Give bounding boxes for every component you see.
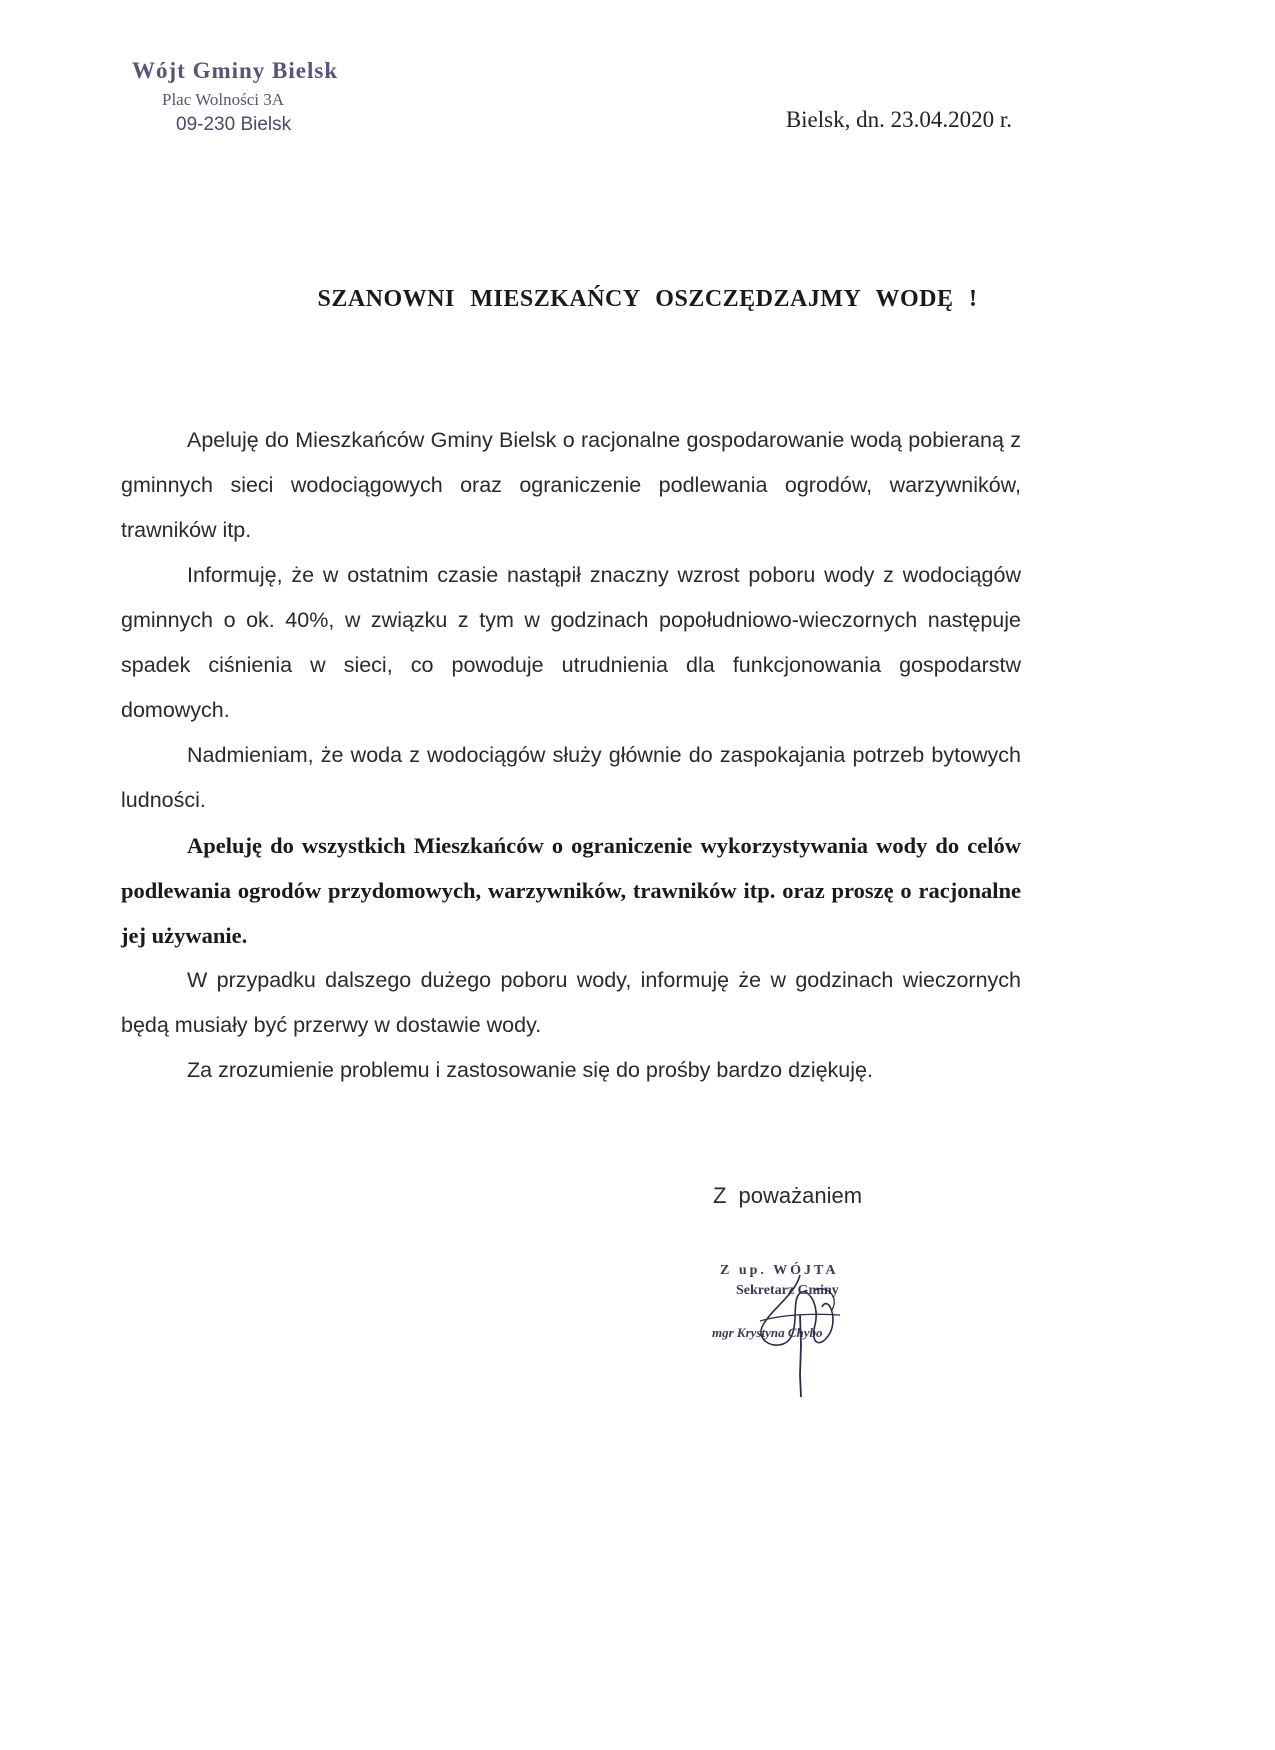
- paragraph-note: Nadmieniam, że woda z wodociągów służy głównie do zaspokajania potrzeb bytowych ludności.: [121, 743, 1021, 812]
- stamp-postal-code: 09-230 Bielsk: [176, 114, 292, 135]
- signature-stamp: [700, 1255, 900, 1405]
- header-stamp: [130, 58, 370, 136]
- paragraph-warning: W przypadku dalszego dużego poboru wody, informuję że w godzinach wieczornych będą musiały być przerwy w dostawie wody.: [121, 968, 1021, 1037]
- stamp-address: Plac Wolności 3A: [162, 90, 285, 109]
- paragraph-thanks: Za zrozumienie problemu i zastosowanie się do prośby bardzo dziękuję.: [187, 1058, 873, 1082]
- handwritten-signature: [700, 1255, 900, 1405]
- letter-body: [121, 418, 1021, 1093]
- closing-salutation: Z poważaniem: [713, 1183, 863, 1208]
- signature-stamp-line3: mgr Krystyna Chybo: [712, 1325, 823, 1340]
- document-title: SZANOWNI MIESZKAŃCY OSZCZĘDZAJMY WODĘ !: [317, 286, 978, 312]
- paragraph-bold-appeal: Apeluję do wszystkich Mieszkańców o ograniczenie wykorzystywania wody do celów podlewania ogrodów przydomowych, warzywników, trawników itp. oraz proszę o racjonalne jej używanie.: [121, 833, 1021, 948]
- document-date: Bielsk, dn. 23.04.2020 r.: [785, 107, 1012, 132]
- paragraph-information: Informuję, że w ostatnim czasie nastąpił znaczny wzrost poboru wody z wodociągów gminnych o ok. 40%, w związku z tym w godzinach popołudniowo-wieczornych następuje spadek ciśnienia w sieci, co powoduje utrudnienia dla funkcjonowania gospodarstw domowych.: [121, 563, 1021, 722]
- signature-stamp-line2: Sekretarz Gminy: [736, 1283, 839, 1298]
- signature-stamp-line1: Z up. WÓJTA: [720, 1263, 839, 1278]
- stamp-title: Wójt Gminy Bielsk: [132, 58, 339, 83]
- paragraph-appeal: Apeluję do Mieszkańców Gminy Bielsk o racjonalne gospodarowanie wodą pobieraną z gminnych sieci wodociągowych oraz ograniczenie podlewania ogrodów, warzywników, trawników itp.: [121, 428, 1021, 542]
